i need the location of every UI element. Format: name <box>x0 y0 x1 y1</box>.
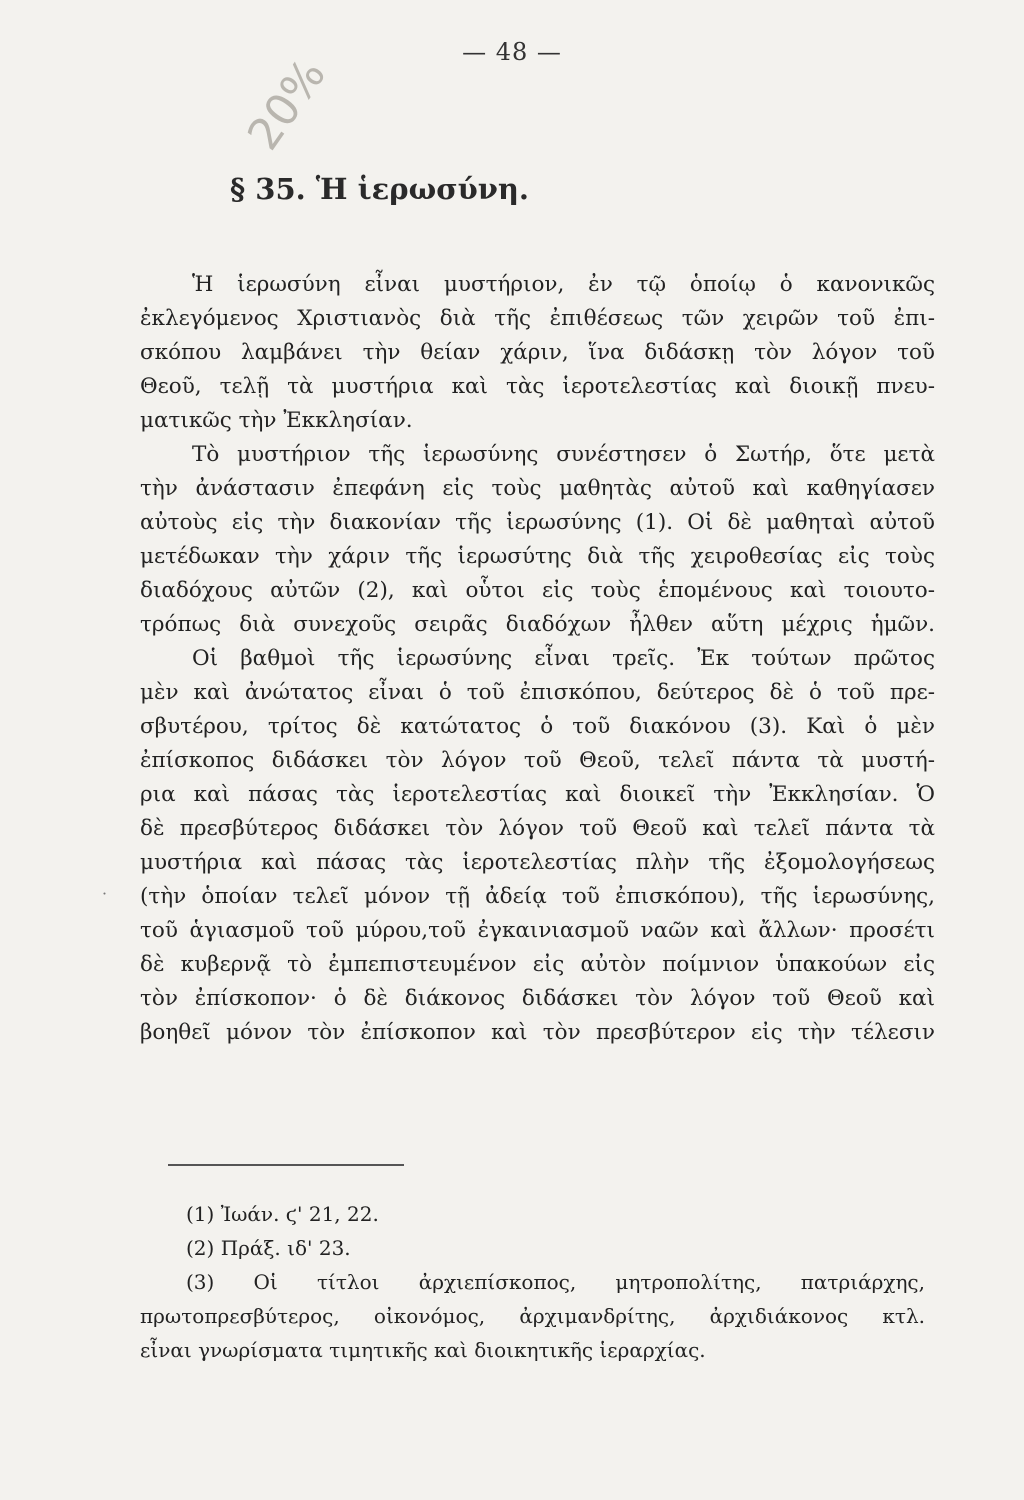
body-line: ἐπίσκοπος διδάσκει τὸν λόγον τοῦ Θεοῦ, τελεῖ πάντα τὰ μυστή- <box>140 748 935 773</box>
body-line: βοηθεῖ μόνον τὸν ἐπίσκοπον καὶ τὸν πρεσβύτερον εἰς τὴν τέλεσιν <box>140 1020 935 1045</box>
body-line: τρόπως διὰ συνεχοῦς σειρᾶς διαδόχων ἦλθεν αὕτη μέχρις ἡμῶν. <box>140 612 935 637</box>
footnote: (1) Ἰωάν. ϛ' 21, 22. <box>186 1202 379 1226</box>
body-line: ματικῶς τὴν Ἐκκλησίαν. <box>140 408 413 433</box>
body-line: σβυτέρου, τρίτος δὲ κατώτατος ὁ τοῦ διακόνου (3). Καὶ ὁ μὲν <box>140 714 935 739</box>
footnote: (3) Οἱ τίτλοι ἀρχιεπίσκοπος, μητροπολίτης, πατριάρχης, <box>186 1270 925 1294</box>
body-line: τοῦ ἁγιασμοῦ τοῦ μύρου,τοῦ ἐγκαινιασμοῦ ναῶν καὶ ἄλλων· προσέτι <box>140 918 935 943</box>
footnote-continuation: πρωτοπρεσβύτερος, οἰκονόμος, ἀρχιμανδρίτης, ἀρχιδιάκονος κτλ. <box>140 1304 925 1328</box>
body-line: τὸν ἐπίσκοπον· ὁ δὲ διάκονος διδάσκει τὸν λόγον τοῦ Θεοῦ καὶ <box>140 986 935 1011</box>
footnote-continuation: εἶναι γνωρίσματα τιμητικῆς καὶ διοικητικῆς ἱεραρχίας. <box>140 1338 706 1362</box>
body-text <box>140 268 935 1050</box>
body-line: (τὴν ὁποίαν τελεῖ μόνον τῇ ἀδείᾳ τοῦ ἐπισκόπου), τῆς ἱερωσύνης, <box>140 884 935 909</box>
page-number: — 48 — <box>462 38 562 66</box>
body-line: τὴν ἀνάστασιν ἐπεφάνη εἰς τοὺς μαθητὰς αὐτοῦ καὶ καθηγίασεν <box>140 476 935 501</box>
body-line: ρια καὶ πάσας τὰς ἱεροτελεστίας καὶ διοικεῖ τὴν Ἐκκλησίαν. Ὁ <box>140 782 935 807</box>
body-line: Ἡ ἱερωσύνη εἶναι μυστήριον, ἐν τῷ ὁποίῳ ὁ κανονικῶς <box>192 272 935 297</box>
body-line: Τὸ μυστήριον τῆς ἱερωσύνης συνέστησεν ὁ Σωτήρ, ὅτε μετὰ <box>192 442 935 467</box>
body-line: δὲ πρεσβύτερος διδάσκει τὸν λόγον τοῦ Θεοῦ καὶ τελεῖ πάντα τὰ <box>140 816 935 841</box>
body-line: αὐτοὺς εἰς τὴν διακονίαν τῆς ἱερωσύνης (1). Οἱ δὲ μαθηταὶ αὐτοῦ <box>140 510 935 535</box>
body-line: μὲν καὶ ἀνώτατος εἶναι ὁ τοῦ ἐπισκόπου, δεύτερος δὲ ὁ τοῦ πρε- <box>140 680 935 705</box>
footnote: (2) Πράξ. ιδ' 23. <box>186 1236 351 1260</box>
body-line: σκόπου λαμβάνει τὴν θείαν χάριν, ἵνα διδάσκῃ τὸν λόγον τοῦ <box>140 340 935 365</box>
ink-speck: ˙ <box>100 890 109 911</box>
body-line: Θεοῦ, τελῇ τὰ μυστήρια καὶ τὰς ἱεροτελεστίας καὶ διοικῇ πνευ- <box>140 374 935 399</box>
body-line: μετέδωκαν τὴν χάριν τῆς ἱερωσύτης διὰ τῆς χειροθεσίας εἰς τοὺς <box>140 544 935 569</box>
body-line: Οἱ βαθμοὶ τῆς ἱερωσύνης εἶναι τρεῖς. Ἐκ τούτων πρῶτος <box>192 646 935 671</box>
footnotes <box>140 1197 925 1367</box>
body-line: μυστήρια καὶ πάσας τὰς ἱεροτελεστίας πλὴν τῆς ἐξομολογήσεως <box>140 850 935 875</box>
body-line: δὲ κυβερνᾷ τὸ ἐμπεπιστευμένον εἰς αὐτὸν ποίμνιον ὑπακούων εἰς <box>140 952 935 977</box>
section-heading: § 35. Ἡ ἱερωσύνη. <box>230 172 530 206</box>
handwritten-margin-note: 20% <box>238 49 336 160</box>
body-line: διαδόχους αὐτῶν (2), καὶ οὗτοι εἰς τοὺς ἑπομένους καὶ τοιουτο- <box>140 578 935 603</box>
footnote-divider <box>168 1164 404 1166</box>
body-line: ἐκλεγόμενος Χριστιανὸς διὰ τῆς ἐπιθέσεως τῶν χειρῶν τοῦ ἐπι- <box>140 306 935 331</box>
